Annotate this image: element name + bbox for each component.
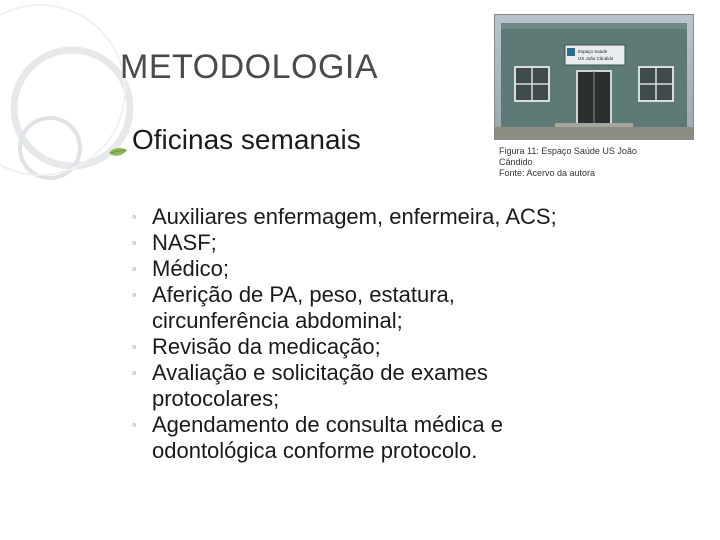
caption-line-2: Cândido [499,157,533,167]
photo-sign-line1: Espaço Saúde [578,49,608,54]
list-item-line: Aferição de PA, peso, estatura, [152,282,455,307]
list-item-line: circunferência abdominal; [152,308,403,333]
list-item [132,334,692,360]
list-item [132,256,692,282]
list-item [132,204,692,230]
bullet-icon: ◦ [132,209,137,224]
leaf-bullet-icon [108,135,128,167]
list-item-line: NASF; [152,230,217,255]
list-item-line: protocolares; [152,386,280,411]
list-item [132,360,692,412]
photo-caption [499,146,637,179]
bullet-icon: ◦ [132,417,137,432]
caption-line-1: Figura 11: Espaço Saúde US João [499,146,637,156]
activities-list [132,204,692,464]
section-heading [112,124,361,156]
list-item-line: Auxiliares enfermagem, enfermeira, ACS; [152,204,557,229]
health-unit-photo [494,14,694,140]
bullet-icon: ◦ [132,365,137,380]
list-item [132,412,692,464]
list-item-line: Avaliação e solicitação de exames [152,360,488,385]
slide-title: METODOLOGIA [120,48,379,86]
list-item-line: Médico; [152,256,230,281]
bullet-icon: ◦ [132,235,137,250]
bullet-icon: ◦ [132,339,137,354]
list-item-line: Agendamento de consulta médica e [152,412,504,437]
bullet-icon: ◦ [132,261,137,276]
list-item [132,230,692,256]
section-heading-text: Oficinas semanais [132,124,361,155]
list-item-line: odontológica conforme protocolo. [152,438,478,463]
photo-sign-line2: US João Cândido [578,56,614,61]
bullet-icon: ◦ [132,287,137,302]
caption-line-3: Fonte: Acervo da autora [499,168,596,178]
list-item [132,282,692,334]
list-item-line: Revisão da medicação; [152,334,381,359]
